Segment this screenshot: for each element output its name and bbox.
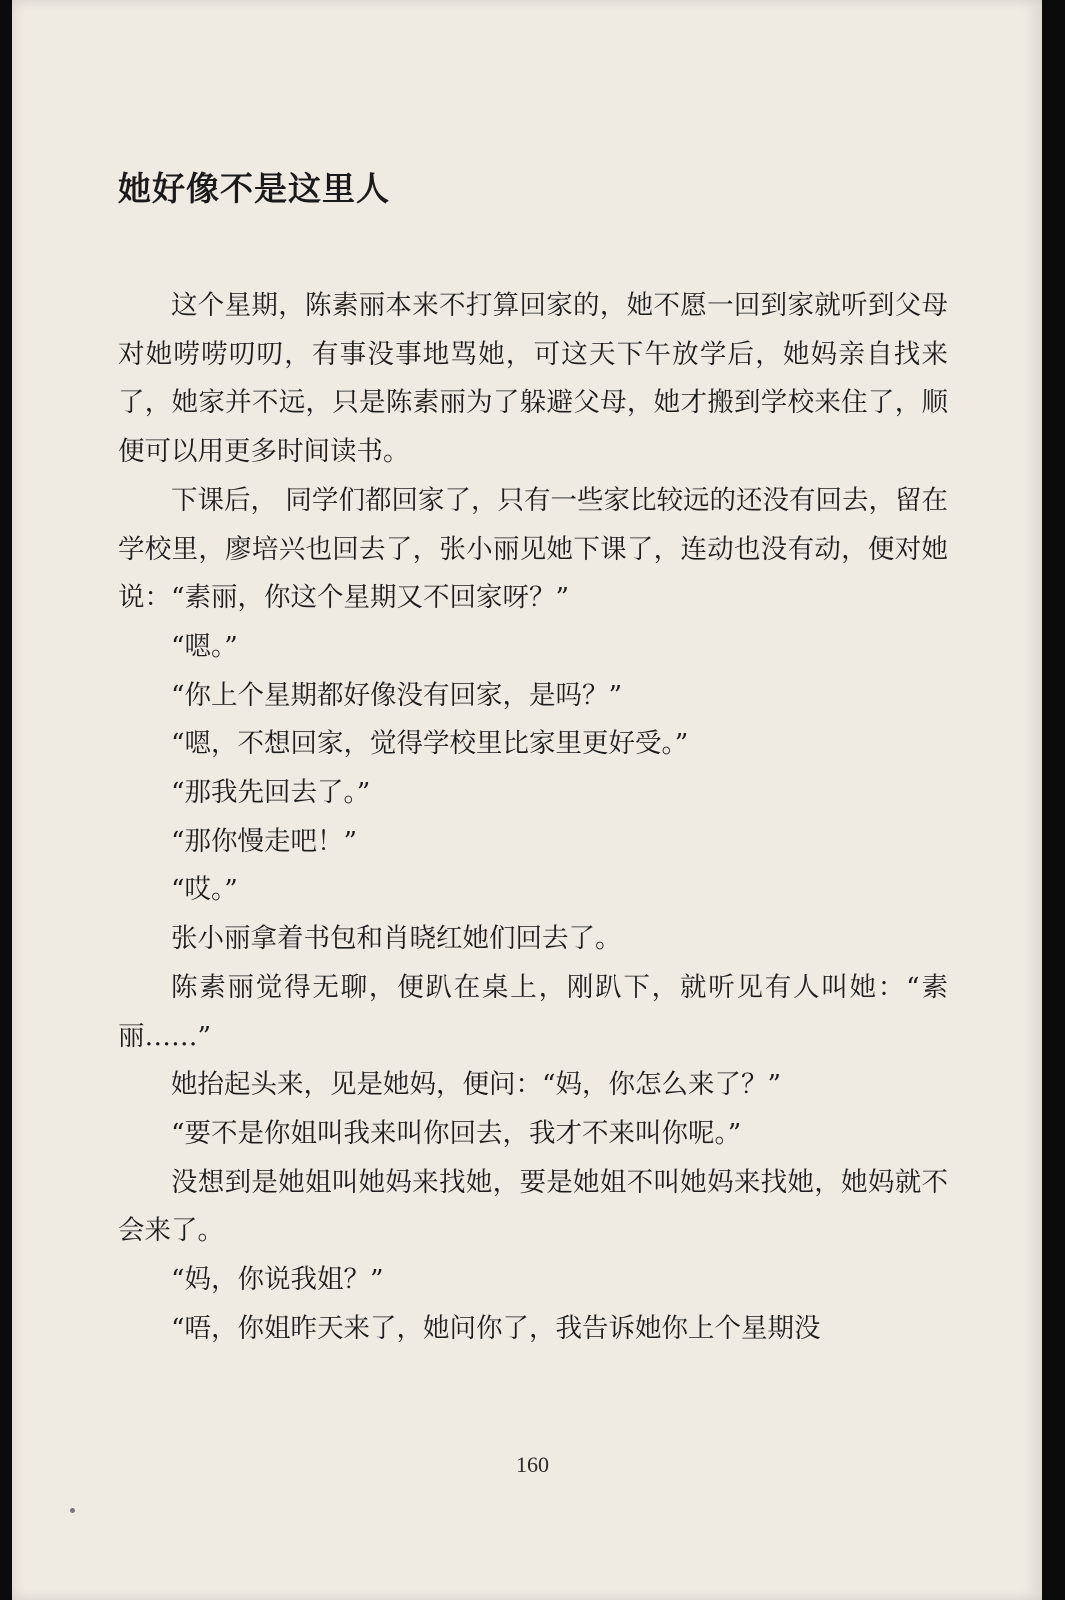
dialogue-line: “你上个星期都好像没有回家，是吗？” bbox=[171, 679, 623, 711]
dialogue-line: “唔，你姐昨天来了，她问你了，我告诉她你上个星期没 bbox=[171, 1312, 821, 1344]
dialogue-line: “嗯，不想回家，觉得学校里比家里更好受。” bbox=[171, 728, 689, 760]
dialogue-line: “嗯。” bbox=[171, 630, 238, 662]
paragraph: 她抬起头来，见是她妈，便问：“妈，你怎么来了？” bbox=[171, 1069, 782, 1101]
dialogue-line: “哎。” bbox=[171, 874, 238, 906]
paragraph: 陈素丽觉得无聊，便趴在桌上，刚趴下，就听见有人叫她：“素丽……” bbox=[118, 971, 948, 1052]
page-number: 160 bbox=[516, 1452, 549, 1477]
dialogue-line: “要不是你姐叫我来叫你回去，我才不来叫你呢。” bbox=[171, 1117, 742, 1149]
paper-speck bbox=[70, 1508, 75, 1513]
dialogue-line: “妈，你说我姐？” bbox=[171, 1264, 384, 1296]
paragraph: 张小丽拿着书包和肖晓红她们回去了。 bbox=[171, 923, 622, 955]
dialogue-line: “那我先回去了。” bbox=[171, 777, 371, 809]
chapter-title: 她好像不是这里人 bbox=[118, 169, 390, 208]
paragraph: 下课后， 同学们都回家了，只有一些家比较远的还没有回去，留在学校里，廖培兴也回去了，张小丽见她下课了，连动也没有动，便对她说：“素丽，你这个星期又不回家呀？” bbox=[118, 484, 948, 614]
body-text bbox=[118, 282, 948, 1353]
dialogue-line: “那你慢走吧！” bbox=[171, 825, 358, 857]
paragraph: 这个星期，陈素丽本来不打算回家的，她不愿一回到家就听到父母对她唠唠叨叨，有事没事地骂她，可这天下午放学后，她妈亲自找来了，她家并不远，只是陈素丽为了躲避父母，她才搬到学校来住了，顺便可以用更多时间读书。 bbox=[118, 290, 948, 468]
paragraph: 没想到是她姐叫她妈来找她，要是她姐不叫她妈来找她，她妈就不会来了。 bbox=[118, 1166, 948, 1247]
book-page bbox=[12, 0, 1042, 1600]
page-edge-shadow bbox=[1042, 0, 1065, 1600]
